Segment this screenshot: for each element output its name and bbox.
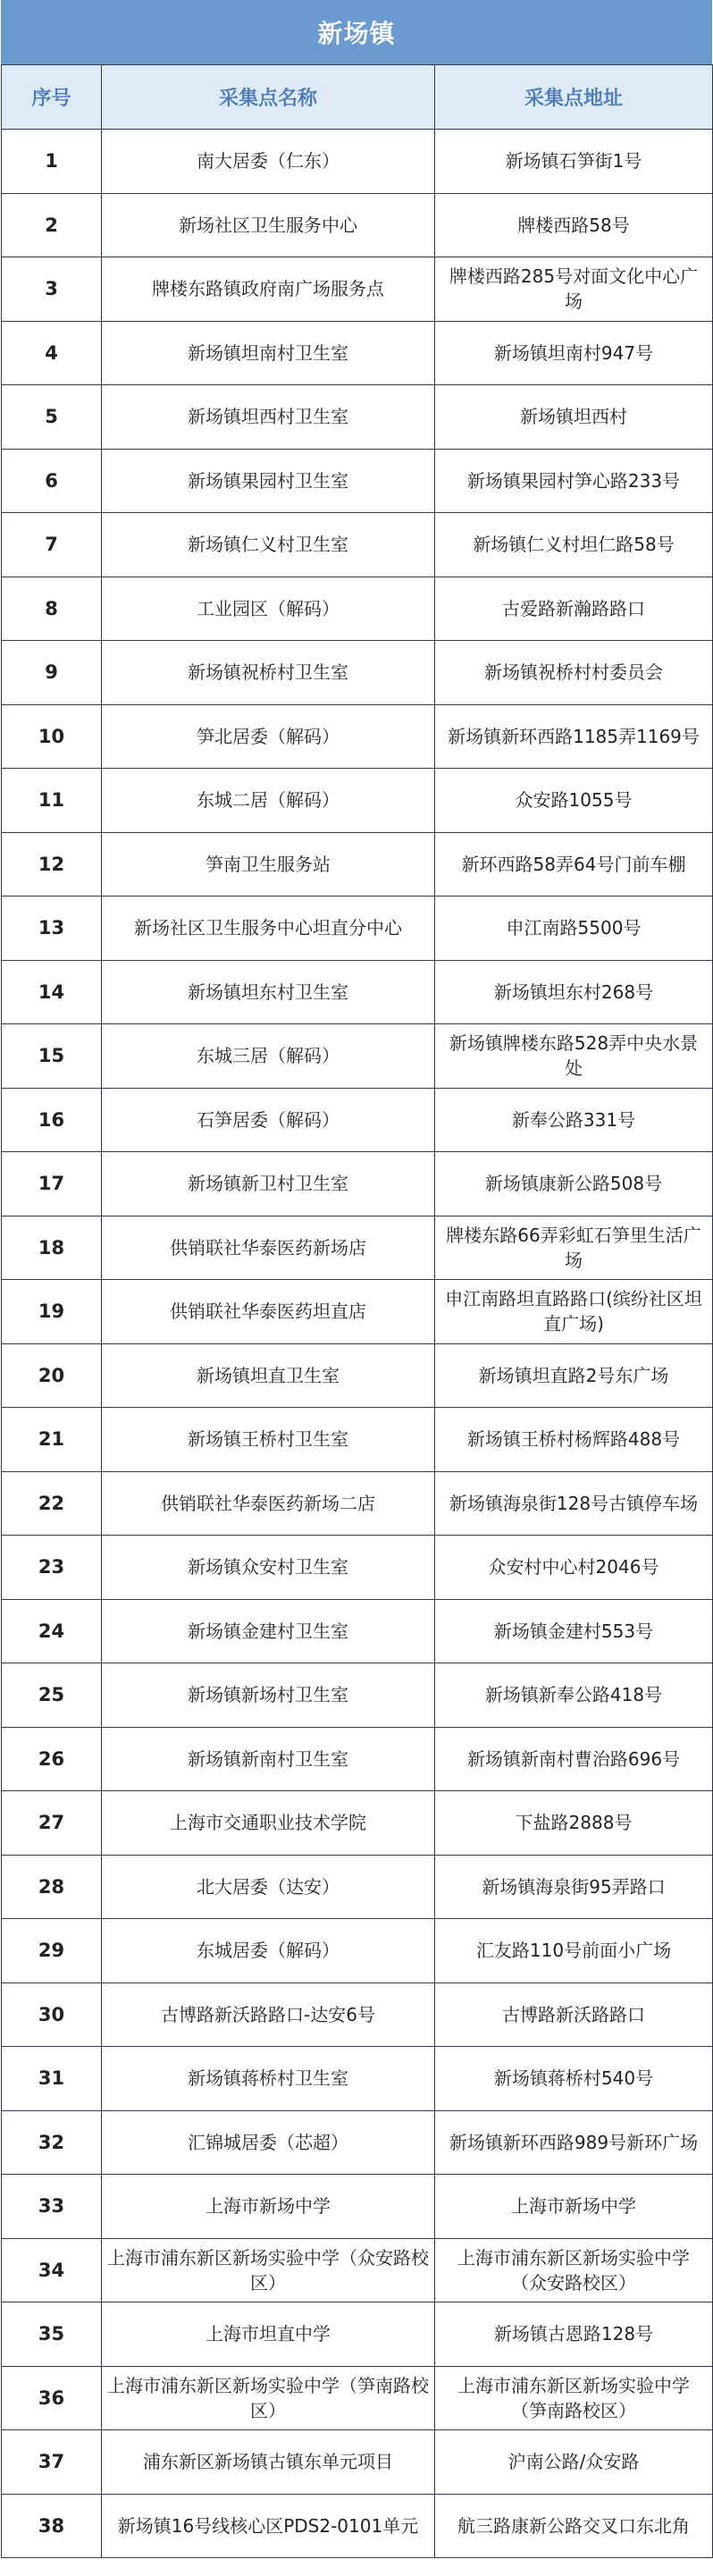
site-address: 下盐路2888号 [435, 1791, 713, 1856]
site-address: 新场镇古恩路128号 [435, 2302, 713, 2367]
row-index: 8 [2, 577, 102, 641]
row-index: 25 [2, 1663, 102, 1728]
site-address: 新场镇坦东村268号 [435, 960, 713, 1024]
row-index: 37 [2, 2430, 102, 2495]
site-name: 笋南卫生服务站 [102, 832, 435, 897]
site-address: 新奉公路331号 [435, 1088, 713, 1152]
site-name: 供销联社华泰医药新场二店 [102, 1471, 435, 1536]
row-index: 22 [2, 1471, 102, 1536]
site-address: 上海市浦东新区新场实验中学（笋南路校区） [435, 2366, 713, 2430]
site-name: 上海市交通职业技术学院 [102, 1791, 435, 1856]
site-name: 东城三居（解码） [102, 1024, 435, 1089]
table-body [2, 130, 713, 2558]
table-row [2, 1663, 713, 1728]
site-address: 沪南公路/众安路 [435, 2430, 713, 2495]
row-index: 21 [2, 1408, 102, 1472]
site-name: 新场镇金建村卫生室 [102, 1599, 435, 1663]
table-row [2, 641, 713, 705]
row-index: 28 [2, 1855, 102, 1919]
table-title: 新场镇 [1, 0, 712, 64]
site-address: 新场镇新南村曹治路696号 [435, 1727, 713, 1791]
row-index: 9 [2, 641, 102, 705]
row-index: 14 [2, 960, 102, 1024]
site-name: 新场社区卫生服务中心 [102, 193, 435, 257]
site-name: 南大居委（仁东） [102, 130, 435, 194]
table-row [2, 2430, 713, 2495]
table-row [2, 385, 713, 450]
table-row [2, 1152, 713, 1216]
row-index: 31 [2, 2047, 102, 2111]
row-index: 5 [2, 385, 102, 450]
site-name: 新场镇仁义村卫生室 [102, 513, 435, 577]
site-address: 新场镇果园村笋心路233号 [435, 449, 713, 513]
table-row [2, 1983, 713, 2047]
site-name: 新场镇王桥村卫生室 [102, 1408, 435, 1472]
site-name: 牌楼东路镇政府南广场服务点 [102, 257, 435, 322]
site-address: 新场镇金建村553号 [435, 1599, 713, 1663]
site-name: 工业园区（解码） [102, 577, 435, 641]
row-index: 7 [2, 513, 102, 577]
row-index: 26 [2, 1727, 102, 1791]
site-address: 新场镇坦西村 [435, 385, 713, 450]
row-index: 1 [2, 130, 102, 194]
site-address: 上海市浦东新区新场实验中学（众安路校区） [435, 2238, 713, 2302]
row-index: 3 [2, 257, 102, 322]
site-address: 新场镇新奉公路418号 [435, 1663, 713, 1728]
header-site-address: 采集点地址 [435, 65, 713, 130]
site-address: 牌楼西路285号对面文化中心广场 [435, 257, 713, 322]
site-address: 牌楼西路58号 [435, 193, 713, 257]
table-row [2, 577, 713, 641]
row-index: 4 [2, 321, 102, 385]
header-site-name: 采集点名称 [102, 65, 435, 130]
site-name: 上海市浦东新区新场实验中学（笋南路校区） [102, 2366, 435, 2430]
table-row [2, 193, 713, 257]
site-address: 新场镇牌楼东路528弄中央水景处 [435, 1024, 713, 1089]
site-name: 新场镇新卫村卫生室 [102, 1152, 435, 1216]
table-row [2, 1471, 713, 1536]
site-name: 上海市坦直中学 [102, 2302, 435, 2367]
row-index: 19 [2, 1280, 102, 1344]
table-row [2, 1024, 713, 1089]
table-row [2, 897, 713, 961]
row-index: 34 [2, 2238, 102, 2302]
site-address: 众安路1055号 [435, 769, 713, 833]
site-name: 北大居委（达安） [102, 1855, 435, 1919]
table-row [2, 1791, 713, 1856]
site-name: 石笋居委（解码） [102, 1088, 435, 1152]
table-row [2, 449, 713, 513]
site-name: 新场社区卫生服务中心坦直分中心 [102, 897, 435, 961]
site-name: 新场镇坦直卫生室 [102, 1343, 435, 1408]
site-name: 新场镇坦南村卫生室 [102, 321, 435, 385]
collection-points-sheet [1, 0, 712, 2558]
site-address: 新环西路58弄64号门前车棚 [435, 832, 713, 897]
row-index: 36 [2, 2366, 102, 2430]
site-address: 新场镇海泉街128号古镇停车场 [435, 1471, 713, 1536]
site-name: 笋北居委（解码） [102, 704, 435, 769]
row-index: 16 [2, 1088, 102, 1152]
table-row [2, 769, 713, 833]
table-row [2, 321, 713, 385]
site-name: 新场镇众安村卫生室 [102, 1536, 435, 1600]
row-index: 15 [2, 1024, 102, 1089]
site-address: 新场镇新环西路1185弄1169号 [435, 704, 713, 769]
site-address: 新场镇石笋街1号 [435, 130, 713, 194]
table-row [2, 130, 713, 194]
collection-points-table [1, 64, 713, 2558]
site-name: 浦东新区新场镇古镇东单元项目 [102, 2430, 435, 2495]
site-name: 新场镇坦西村卫生室 [102, 385, 435, 450]
site-name: 上海市新场中学 [102, 2175, 435, 2239]
header-index: 序号 [2, 65, 102, 130]
table-row [2, 1536, 713, 1600]
table-row [2, 960, 713, 1024]
site-address: 申江南路坦直路路口(缤纷社区坦直广场) [435, 1280, 713, 1344]
site-name: 新场镇祝桥村卫生室 [102, 641, 435, 705]
table-row [2, 2302, 713, 2367]
site-address: 新场镇坦直路2号东广场 [435, 1343, 713, 1408]
table-row [2, 2366, 713, 2430]
row-index: 12 [2, 832, 102, 897]
row-index: 32 [2, 2110, 102, 2175]
site-name: 供销联社华泰医药坦直店 [102, 1280, 435, 1344]
row-index: 10 [2, 704, 102, 769]
row-index: 2 [2, 193, 102, 257]
table-row [2, 1727, 713, 1791]
row-index: 27 [2, 1791, 102, 1856]
site-address: 汇友路110号前面小广场 [435, 1919, 713, 1983]
row-index: 6 [2, 449, 102, 513]
table-row [2, 2494, 713, 2558]
table-row [2, 1280, 713, 1344]
site-address: 牌楼东路66弄彩虹石笋里生活广场 [435, 1216, 713, 1280]
site-address: 新场镇海泉街95弄路口 [435, 1855, 713, 1919]
header-row [2, 65, 713, 130]
table-row [2, 1216, 713, 1280]
site-name: 新场镇新场村卫生室 [102, 1663, 435, 1728]
row-index: 20 [2, 1343, 102, 1408]
table-row [2, 1855, 713, 1919]
site-name: 新场镇蒋桥村卫生室 [102, 2047, 435, 2111]
table-row [2, 2238, 713, 2302]
table-row [2, 257, 713, 322]
table-row [2, 1343, 713, 1408]
site-address: 新场镇坦南村947号 [435, 321, 713, 385]
table-row [2, 2175, 713, 2239]
row-index: 11 [2, 769, 102, 833]
site-address: 古爱路新瀚路路口 [435, 577, 713, 641]
site-address: 新场镇康新公路508号 [435, 1152, 713, 1216]
site-name: 汇锦城居委（芯超） [102, 2110, 435, 2175]
site-name: 东城居委（解码） [102, 1919, 435, 1983]
table-row [2, 1599, 713, 1663]
row-index: 30 [2, 1983, 102, 2047]
site-address: 新场镇新环西路989号新环广场 [435, 2110, 713, 2175]
table-row [2, 2047, 713, 2111]
table-row [2, 2110, 713, 2175]
site-address: 航三路康新公路交叉口东北角 [435, 2494, 713, 2558]
site-name: 古博路新沃路路口-达安6号 [102, 1983, 435, 2047]
row-index: 38 [2, 2494, 102, 2558]
site-address: 申江南路5500号 [435, 897, 713, 961]
site-name: 东城二居（解码） [102, 769, 435, 833]
row-index: 23 [2, 1536, 102, 1600]
row-index: 18 [2, 1216, 102, 1280]
site-name: 新场镇果园村卫生室 [102, 449, 435, 513]
site-address: 古博路新沃路路口 [435, 1983, 713, 2047]
table-row [2, 513, 713, 577]
site-name: 新场镇坦东村卫生室 [102, 960, 435, 1024]
site-address: 新场镇王桥村杨辉路488号 [435, 1408, 713, 1472]
table-row [2, 832, 713, 897]
site-address: 众安村中心村2046号 [435, 1536, 713, 1600]
row-index: 29 [2, 1919, 102, 1983]
row-index: 24 [2, 1599, 102, 1663]
table-row [2, 704, 713, 769]
site-name: 供销联社华泰医药新场店 [102, 1216, 435, 1280]
site-name: 上海市浦东新区新场实验中学（众安路校区） [102, 2238, 435, 2302]
row-index: 17 [2, 1152, 102, 1216]
site-name: 新场镇新南村卫生室 [102, 1727, 435, 1791]
table-row [2, 1408, 713, 1472]
site-address: 新场镇仁义村坦仁路58号 [435, 513, 713, 577]
site-name: 新场镇16号线核心区PDS2-0101单元 [102, 2494, 435, 2558]
row-index: 33 [2, 2175, 102, 2239]
site-address: 新场镇祝桥村村委员会 [435, 641, 713, 705]
table-row [2, 1919, 713, 1983]
row-index: 35 [2, 2302, 102, 2367]
site-address: 新场镇蒋桥村540号 [435, 2047, 713, 2111]
row-index: 13 [2, 897, 102, 961]
table-row [2, 1088, 713, 1152]
site-address: 上海市新场中学 [435, 2175, 713, 2239]
